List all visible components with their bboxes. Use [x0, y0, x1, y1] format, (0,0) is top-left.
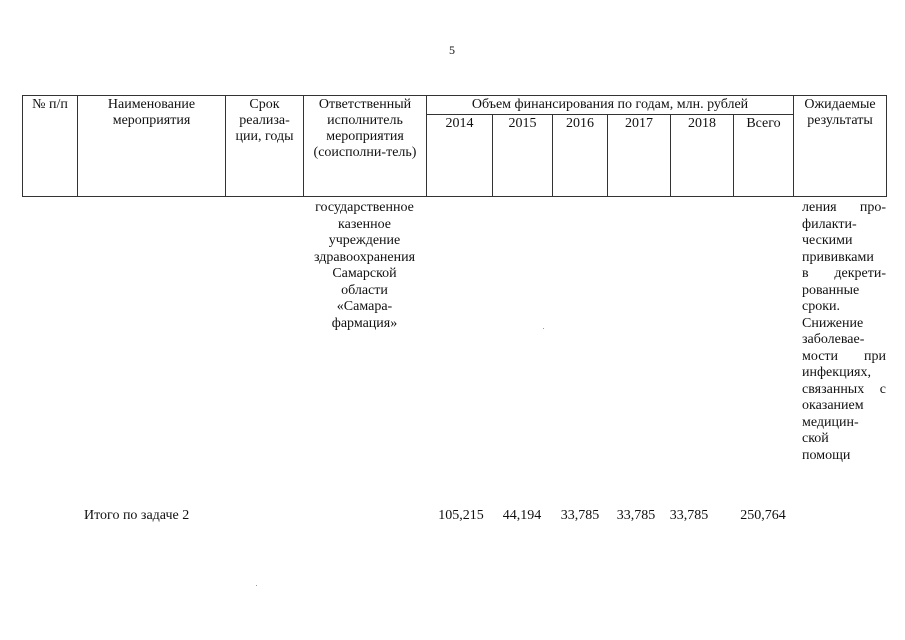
text-line: инфекциях,	[802, 365, 871, 380]
text-line: сроки.	[802, 299, 841, 314]
text-line: помощи	[802, 447, 851, 463]
total-value: 33,785	[560, 508, 600, 523]
text-line: здравоохранения	[313, 249, 416, 265]
header-executor: Ответственный исполнитель мероприятия (соисполни-тель)	[304, 96, 427, 197]
text-line: мости при	[802, 348, 886, 364]
scan-speck	[543, 328, 544, 329]
results-cell	[802, 200, 886, 464]
header-year: 2016	[553, 115, 608, 197]
header-term: Срок реализа-ции, годы	[226, 96, 304, 197]
header-year: 2018	[671, 115, 734, 197]
text-line: государственное	[315, 200, 414, 215]
text-line: учреждение	[328, 233, 401, 248]
header-funding: Объем финансирования по годам, млн. рублей	[427, 96, 794, 115]
header-year: 2017	[608, 115, 671, 197]
text-line: области	[341, 282, 388, 298]
table-header	[22, 95, 887, 197]
total-value: 33,785	[669, 508, 709, 523]
text-line: в декрети-	[802, 266, 886, 281]
header-name: Наименование мероприятия	[78, 96, 226, 197]
total-value: 105,215	[438, 508, 484, 523]
text-line: Самарской	[332, 266, 397, 281]
total-value: 250,764	[740, 508, 786, 523]
total-value: 44,194	[502, 508, 542, 523]
header-results: Ожидаемые результаты	[794, 96, 887, 197]
text-line: оказанием	[802, 398, 864, 413]
text-line: медицин-	[802, 414, 859, 430]
header-year: 2015	[493, 115, 553, 197]
text-line: филакти-	[802, 216, 857, 232]
text-line: Снижение	[802, 315, 864, 331]
executor-cell	[303, 200, 426, 332]
scan-speck	[256, 585, 257, 586]
text-line: казенное	[338, 216, 391, 232]
text-line: связанных с	[802, 381, 886, 397]
text-line: «Самара-	[336, 299, 393, 314]
page-number: 5	[449, 43, 455, 57]
total-label: Итого по задаче 2	[84, 508, 190, 523]
text-line: ской	[802, 431, 829, 446]
total-value: 33,785	[616, 508, 656, 523]
header-year: 2014	[427, 115, 493, 197]
text-line: ческими	[802, 233, 853, 248]
text-line: ления про-	[802, 200, 886, 215]
text-line: прививками	[802, 249, 874, 265]
header-num: № п/п	[23, 96, 78, 197]
text-line: фармация»	[331, 315, 398, 331]
text-line: заболевае-	[802, 332, 865, 347]
header-total: Всего	[734, 115, 794, 197]
text-line: рованные	[802, 282, 860, 298]
